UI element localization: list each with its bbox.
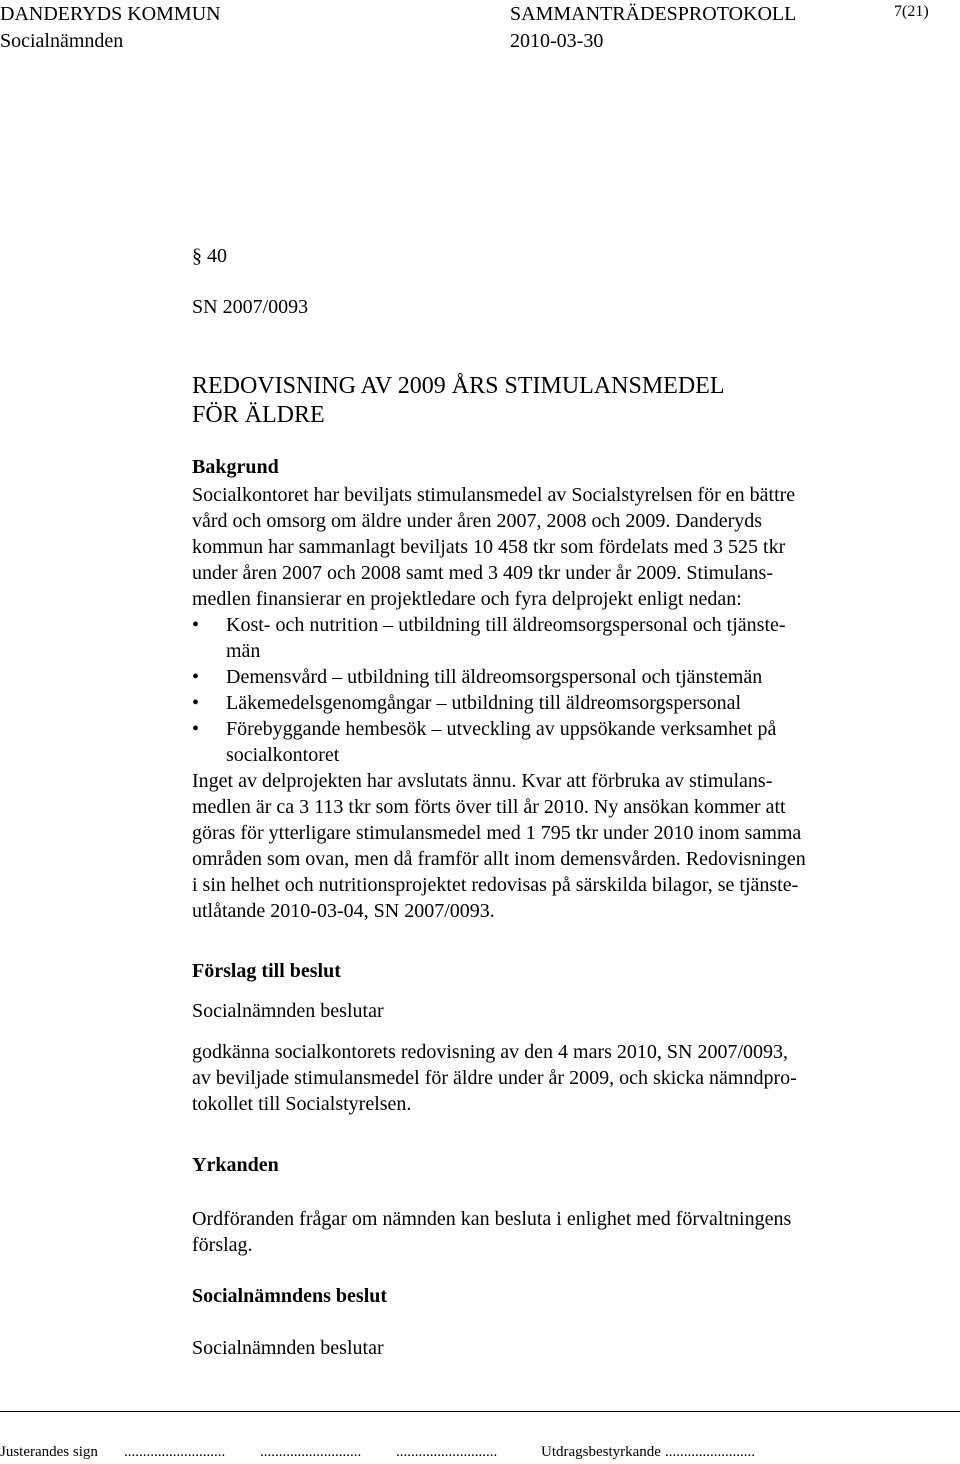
paragraph-number: § 40: [192, 245, 227, 267]
text-line: godkänna socialkontorets redovisning av den 4 mars 2010, SN 2007/0093,: [192, 1041, 789, 1063]
case-number: SN 2007/0093: [192, 296, 309, 318]
list-item: [192, 612, 892, 638]
page-number: 7(21): [894, 3, 929, 20]
background-intro: [192, 482, 892, 612]
section-title-line: REDOVISNING AV 2009 ÅRS STIMULANSMEDEL: [192, 373, 725, 399]
list-item-continuation: [192, 742, 892, 768]
text-line: av beviljade stimulansmedel för äldre under år 2009, och skicka nämndpro-: [192, 1067, 797, 1089]
organization-name: DANDERYDS KOMMUN: [0, 3, 221, 25]
text-line: vård och omsorg om äldre under åren 2007, 2008 och 2009. Danderyds: [192, 510, 763, 532]
extract-slot: ........................: [665, 1444, 755, 1460]
list-item-text: Läkemedelsgenomgångar – utbildning till äldreomsorgspersonal: [226, 692, 742, 714]
proposal-decides: Socialnämnden beslutar: [192, 1000, 384, 1022]
text-line: utlåtande 2010-03-04, SN 2007/0093.: [192, 900, 495, 922]
text-line: i sin helhet och nutritionsprojektet redovisas på särskilda bilagor, se tjänste-: [192, 874, 799, 896]
bullet-icon: •: [192, 718, 200, 740]
signature-slot: ...........................: [260, 1444, 362, 1460]
list-item: [192, 664, 892, 690]
extract-label: Utdragsbestyrkande: [541, 1444, 661, 1460]
bullet-icon: •: [192, 614, 200, 636]
text-line: göras för ytterligare stimulansmedel med 1 795 tkr under 2010 inom samma: [192, 822, 802, 844]
proposal-decision: [192, 1039, 892, 1117]
list-item-text: Demensvård – utbildning till äldreomsorgspersonal och tjänstemän: [226, 666, 763, 688]
footer-divider: [0, 1411, 960, 1412]
text-line: Inget av delprojekten har avslutats ännu. Kvar att förbruka av stimulans-: [192, 770, 773, 792]
list-item: [192, 716, 892, 742]
committee-name: Socialnämnden: [0, 30, 124, 52]
signature-slot: ...........................: [396, 1444, 498, 1460]
motion-heading: Yrkanden: [192, 1154, 279, 1176]
list-item: [192, 690, 892, 716]
text-line: tokollet till Socialstyrelsen.: [192, 1093, 412, 1115]
background-heading: Bakgrund: [192, 456, 279, 478]
text-line: under åren 2007 och 2008 samt med 3 409 tkr under år 2009. Stimulans-: [192, 562, 773, 584]
document-type: SAMMANTRÄDESPROTOKOLL: [510, 3, 797, 25]
list-item-text: Kost- och nutrition – utbildning till äldreomsorgspersonal och tjänste-: [226, 614, 786, 636]
section-title-line: FÖR ÄLDRE: [192, 402, 325, 428]
text-line: Ordföranden frågar om nämnden kan besluta i enlighet med förvaltningens: [192, 1208, 792, 1230]
resolution-heading: Socialnämndens beslut: [192, 1285, 388, 1307]
motion-text: [192, 1206, 892, 1258]
bullet-icon: •: [192, 666, 200, 688]
list-item-text: socialkontoret: [226, 744, 340, 766]
resolution-decides: Socialnämnden beslutar: [192, 1337, 384, 1359]
text-line: områden som ovan, men då framför allt inom demensvården. Redovisningen: [192, 848, 806, 870]
signature-slot: ...........................: [124, 1444, 226, 1460]
text-line: förslag.: [192, 1234, 253, 1256]
text-line: medlen finansierar en projektledare och fyra delprojekt enligt nedan:: [192, 588, 742, 610]
bullet-icon: •: [192, 692, 200, 714]
list-item-text: män: [226, 640, 261, 662]
text-line: Socialkontoret har beviljats stimulansmedel av Socialstyrelsen för en bättre: [192, 484, 796, 506]
subproject-list: [192, 612, 892, 768]
text-line: kommun har sammanlagt beviljats 10 458 tkr som fördelats med 3 525 tkr: [192, 536, 786, 558]
proposal-heading: Förslag till beslut: [192, 960, 341, 982]
text-line: medlen är ca 3 113 tkr som förts över till år 2010. Ny ansökan kommer att: [192, 796, 786, 818]
meeting-date: 2010-03-30: [510, 30, 604, 52]
list-item-continuation: [192, 638, 892, 664]
list-item-text: Förebyggande hembesök – utveckling av uppsökande verksamhet på: [226, 718, 777, 740]
adjuster-label: Justerandes sign: [0, 1444, 98, 1460]
background-outro: [192, 768, 892, 924]
